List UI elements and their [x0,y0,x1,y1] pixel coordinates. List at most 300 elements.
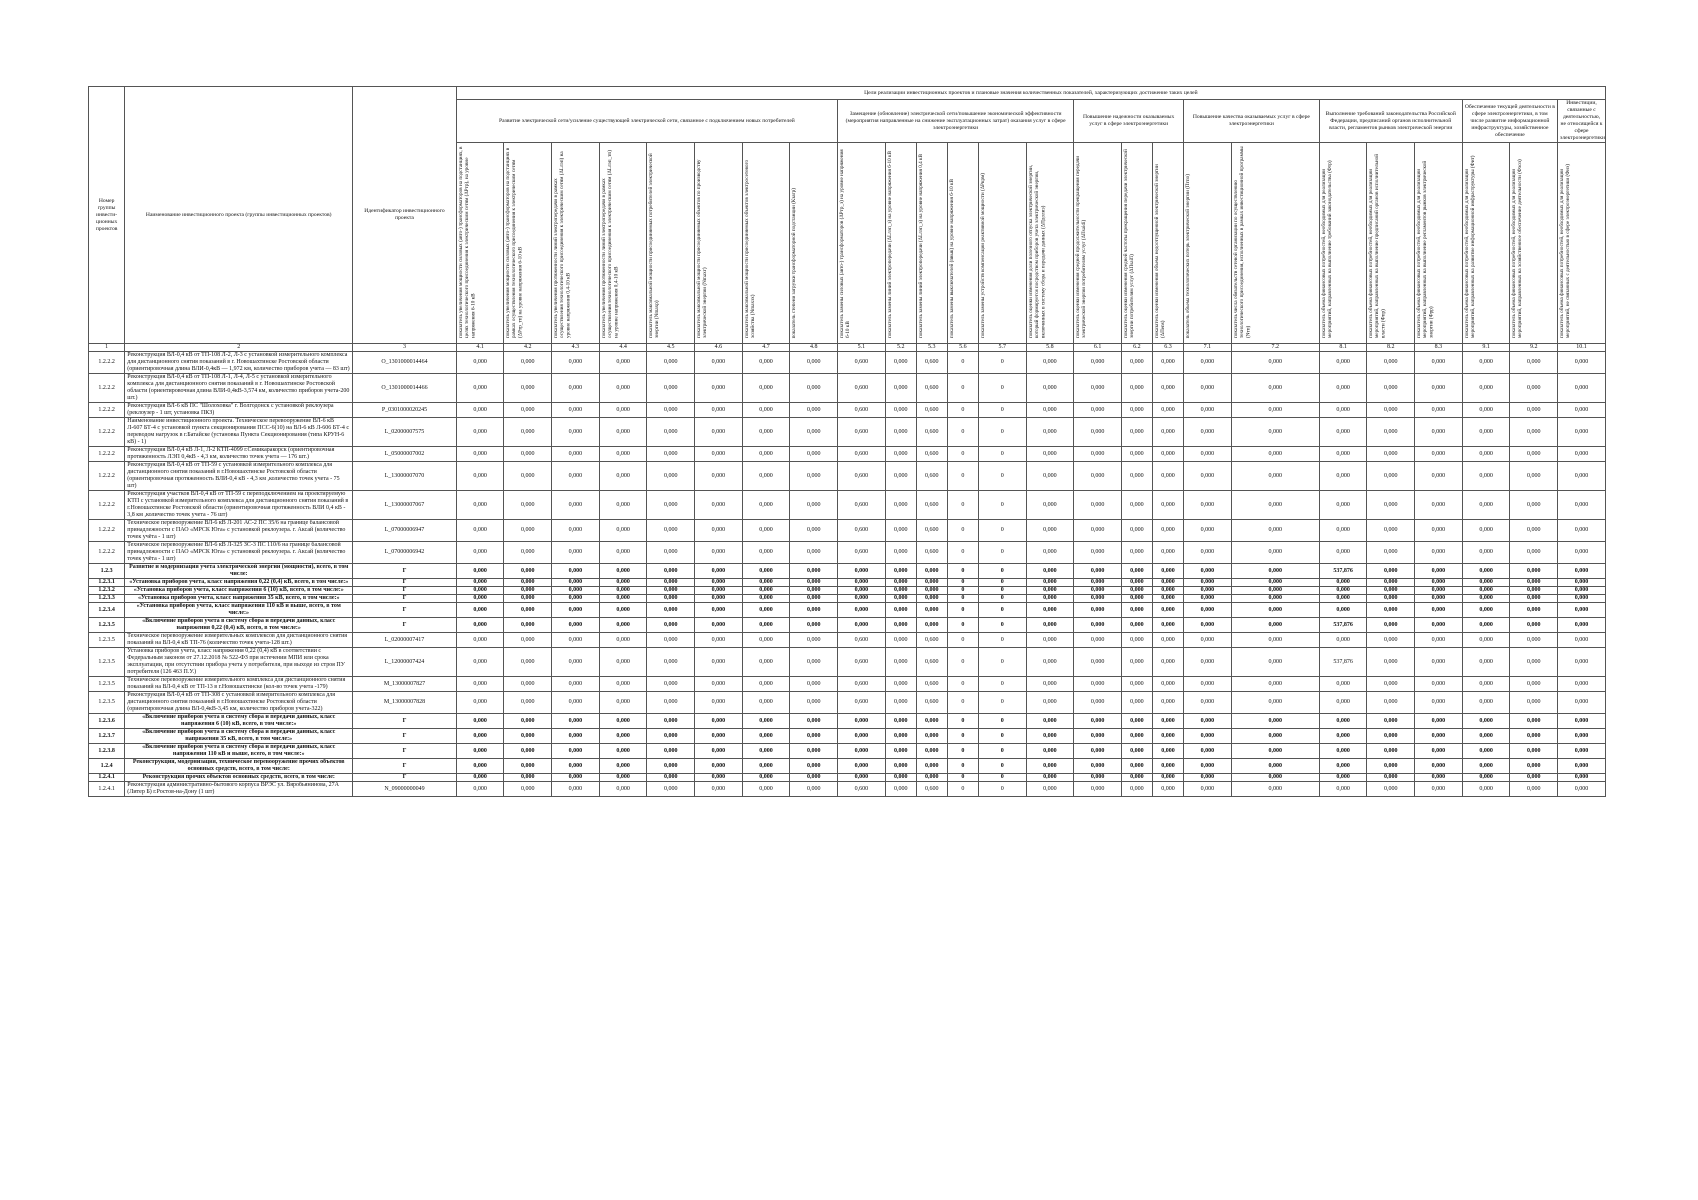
row-project-id: Г [353,744,457,759]
row-value: 0,000 [790,648,838,677]
row-value: 0,000 [1231,542,1319,564]
row-value: 0,000 [1367,542,1415,564]
row-value: 0,000 [838,714,886,729]
row-value: 0,000 [1462,374,1510,403]
row-value: 0,000 [1184,491,1232,520]
table-row [89,677,1606,692]
row-value: 0,000 [885,491,916,520]
row-group-number: 1.2.3.4 [89,603,125,618]
row-value: 0,000 [742,564,790,579]
row-value: 0,000 [599,633,647,648]
row-value: 0,000 [1462,744,1510,759]
row-value: 0,000 [695,782,743,797]
row-value: 0,000 [695,648,743,677]
row-value: 0,000 [742,782,790,797]
header-indicator-label: показатель степени загрузки трансформаторной подстанции (Кзагр) [791,187,798,338]
row-value: 0,000 [742,729,790,744]
row-value: 0,000 [504,579,552,587]
row-value: 0,000 [1367,782,1415,797]
row-value: 0,000 [1121,729,1152,744]
row-value: 0,600 [838,782,886,797]
row-value: 0,000 [456,648,504,677]
header-project-name: Наименование инвестиционного проекта (группы инвестиционных проектов) [125,87,353,344]
header-indicator [1367,143,1415,344]
row-value: 0,000 [1184,759,1232,774]
row-value: 0,000 [1184,618,1232,633]
row-value: 0 [947,564,978,579]
row-value: 0,000 [1510,374,1558,403]
row-value: 0,000 [1415,633,1463,648]
header-indicator [695,143,743,344]
row-value: 0,000 [916,714,947,729]
row-project-name: Реконструкция ВЛ-0,4 кВ от ТП-308 с установкой измерительного комплекса для дистанционного снятия показаний в г.Новошахтинске Ростовской области (ориентировочная длина ВЛ-0,4кВ-3,45 км, количество приборов учета-322) [125,692,353,714]
row-value: 0,000 [1319,520,1367,542]
row-value: 0,000 [456,618,504,633]
row-value: 0,000 [1026,677,1074,692]
row-value: 0,000 [1026,692,1074,714]
row-project-name: Техническое перевооружение ВЛ-6 кВ Л-201 АС-2 ПС 35/6 на границе балансовой принадлежности с ПАО «МРСК Юга» с установкой реклоузера. г. Аксай (количество точек учёта - 1 шт) [125,520,353,542]
row-value: 0,000 [1510,729,1558,744]
row-value: 0,000 [1152,403,1183,418]
row-project-id: L_13000007070 [353,462,457,491]
row-value: 0,000 [885,729,916,744]
row-value: 0,000 [742,633,790,648]
row-project-id: Г [353,595,457,603]
row-value: 0,000 [1319,491,1367,520]
header-indicator [742,143,790,344]
row-value: 0,600 [916,648,947,677]
row-value: 0,000 [1152,374,1183,403]
row-value: 0,000 [1121,633,1152,648]
row-value: 0,000 [1510,491,1558,520]
row-value: 0,000 [742,418,790,447]
row-value: 0 [978,462,1026,491]
row-value: 0,000 [1462,603,1510,618]
row-value: 0,000 [504,729,552,744]
row-value: 0,000 [552,564,600,579]
row-value: 0,000 [790,418,838,447]
row-project-id: L_07000006947 [353,520,457,542]
row-value: 0,000 [742,491,790,520]
row-value: 0,000 [1074,462,1122,491]
row-value: 0,000 [916,759,947,774]
row-value: 0 [947,542,978,564]
row-value: 0,000 [1510,633,1558,648]
row-value: 0,000 [599,648,647,677]
row-value: 0,000 [552,447,600,462]
row-value: 0,000 [456,447,504,462]
header-group-replacement: Замещение (обновление) электрической сети/повышение экономической эффективности (мероприятия направленные на снижение эксплуатационных затрат) оказания услуг в сфере электроэнергетики [838,100,1074,143]
row-value: 0,600 [916,491,947,520]
row-value: 0,000 [1462,579,1510,587]
table-row [89,759,1606,774]
row-value: 0,000 [647,714,695,729]
header-group-non-energy: Инвестиции, связанные с деятельностью, не относящейся к сфере электроэнергетики [1558,100,1606,143]
row-value: 0,600 [916,692,947,714]
row-value: 0,000 [1462,520,1510,542]
header-indicator-label: показатель объема технологических потерь электрической энергии (Птпо) [1185,173,1192,338]
row-value: 0,000 [1121,603,1152,618]
row-value: 0,000 [1558,759,1606,774]
row-value: 0,000 [552,603,600,618]
row-value: 0,000 [1558,618,1606,633]
row-value: 0,000 [1184,595,1232,603]
row-value: 0,000 [647,491,695,520]
row-value: 0,000 [1415,595,1463,603]
row-value: 0,000 [1415,692,1463,714]
row-value: 0,000 [504,595,552,603]
row-value: 0,000 [695,595,743,603]
row-value: 0,000 [456,714,504,729]
header-indicator [1074,143,1122,344]
row-project-name: «Установка приборов учета, класс напряжения 110 кВ и выше, всего, в том числе:» [125,603,353,618]
row-group-number: 1.2.2.2 [89,418,125,447]
row-value: 0,000 [599,618,647,633]
row-value: 0,000 [504,714,552,729]
header-group-reliability: Повышение надежности оказываемых услуг в сфере электроэнергетики [1074,100,1184,143]
row-value: 0,000 [1319,542,1367,564]
row-value: 0,000 [1074,595,1122,603]
row-value: 0,000 [504,564,552,579]
table-row [89,491,1606,520]
row-value: 0,000 [885,352,916,374]
row-value: 0,000 [1415,403,1463,418]
row-value: 0,000 [742,692,790,714]
row-value: 0,000 [1026,352,1074,374]
header-indicator [504,143,552,344]
row-value: 0,000 [1231,374,1319,403]
row-value: 0,000 [647,579,695,587]
row-value: 0,000 [1121,374,1152,403]
row-value: 0 [947,403,978,418]
row-value: 0,000 [1510,587,1558,595]
row-value: 0,000 [1074,491,1122,520]
row-value: 0,000 [1074,374,1122,403]
row-project-name: Техническое перевооружение измерительных комплексов для дистанционного снятия показаний на ВЛ-0,4 кВ ТП-76 (количество точек учета-128 шт.) [125,633,353,648]
row-value: 0 [978,418,1026,447]
table-row [89,618,1606,633]
row-value: 0,600 [838,447,886,462]
row-project-id: Г [353,603,457,618]
row-value: 0,000 [1026,491,1074,520]
row-value: 0,000 [1462,447,1510,462]
row-value: 0,000 [1510,759,1558,774]
row-value: 0,000 [456,603,504,618]
row-value: 0 [978,579,1026,587]
column-number: 8.2 [1367,344,1415,352]
row-project-id: N_09000000049 [353,782,457,797]
row-value: 0,000 [695,603,743,618]
row-value: 0,000 [1510,782,1558,797]
row-value: 0,000 [1231,633,1319,648]
row-value: 0 [978,714,1026,729]
row-value: 0,000 [1319,352,1367,374]
row-value: 0,000 [1510,462,1558,491]
row-value: 0,000 [1415,729,1463,744]
row-value: 0 [947,587,978,595]
row-project-name: Реконструкция ВЛ-6 кВ ПС "Шолоховка" г. Волгодонск с установкой реклоузера (реклоузер - 1 шт, установка ПКЗ) [125,403,353,418]
row-value: 0,000 [552,462,600,491]
row-value: 0,000 [1558,520,1606,542]
row-value: 0,000 [1415,564,1463,579]
header-indicator-label: показатель замены выключателей (nвык) на уровне напряжения 6-10 кВ [948,178,955,338]
row-value: 0,000 [1231,774,1319,782]
row-value: 0,600 [838,542,886,564]
row-project-name: «Включение приборов учета в систему сбора и передачи данных, класс напряжения 35 кВ, всего, в том числе:» [125,729,353,744]
row-value: 0,000 [1462,564,1510,579]
row-value: 0,000 [1367,603,1415,618]
row-value: 0,000 [1121,618,1152,633]
row-project-name: Реконструкция ВЛ-0,4 кВ от ТП-59 с установкой измерительного комплекса для дистанционного снятия показаний в г.Новошахтинске Ростовской области (ориентировочная протяженность ВЛИ-0,4 кВ - 4,3 км ,количество точек учета - 75 шт) [125,462,353,491]
row-value: 0,000 [1319,447,1367,462]
row-value: 0,000 [1184,677,1232,692]
row-value: 0,000 [504,403,552,418]
row-value: 0,000 [1319,403,1367,418]
row-value: 0,000 [456,595,504,603]
row-group-number: 1.2.3.7 [89,729,125,744]
row-value: 0,000 [1184,648,1232,677]
row-value: 0,000 [1510,774,1558,782]
row-project-name: Реконструкция, модернизация, техническое перевооружение прочих объектов основных средств, всего, в том числе: [125,759,353,774]
row-value: 0,600 [916,403,947,418]
table-row [89,579,1606,587]
row-value: 0,000 [504,618,552,633]
header-indicator [1231,143,1319,344]
row-value: 0,000 [1415,744,1463,759]
row-value: 0,000 [1367,418,1415,447]
row-value: 0,000 [456,579,504,587]
row-value: 0,000 [1319,462,1367,491]
row-value: 0,000 [456,744,504,759]
row-value: 0,000 [1558,447,1606,462]
row-value: 0,000 [456,633,504,648]
row-value: 0,000 [790,564,838,579]
row-value: 0,000 [916,564,947,579]
row-value: 0,000 [552,774,600,782]
row-value: 0,000 [647,374,695,403]
row-value: 0,000 [552,759,600,774]
row-value: 0,000 [1462,759,1510,774]
row-value: 0,000 [695,418,743,447]
row-value: 0,000 [1121,352,1152,374]
row-group-number: 1.2.2.2 [89,462,125,491]
row-value: 0,600 [838,491,886,520]
row-project-name: Реконструкция участков ВЛ-0,4 кВ от ТП-59 с переподключением на проектируемую КТП с установкой измерительного комплекса для дистанционного снятия показаний в г.Новошахтинске Ростовской области (ориентировочная протяженность ВЛИ 0,4 кВ - 3,8 км ,количество точек учета - 76 шт) [125,491,353,520]
row-value: 0,000 [885,603,916,618]
row-value: 0,000 [1415,587,1463,595]
column-number: 4.2 [504,344,552,352]
header-indicator [978,143,1026,344]
row-value: 0,000 [552,418,600,447]
row-value: 0,000 [1152,418,1183,447]
row-value: 0,000 [1510,403,1558,418]
row-value: 0,000 [1367,677,1415,692]
row-value: 0,000 [1462,774,1510,782]
row-value: 0,000 [1319,603,1367,618]
row-value: 0,000 [1367,618,1415,633]
row-project-name: «Включение приборов учета в систему сбора и передачи данных, класс напряжения 6 (10) кВ, всего, в том числе:» [125,714,353,729]
row-value: 0,600 [838,462,886,491]
row-value: 0,000 [599,542,647,564]
row-value: 0,000 [742,374,790,403]
row-value: 0,600 [916,352,947,374]
row-value: 0,000 [742,542,790,564]
header-indicator-label: показатель замены линий электропередачи (ΔLлэп_з) на уровне напряжения 6-10 кВ [886,150,893,338]
row-value: 0,000 [1074,677,1122,692]
row-value: 0,000 [1231,462,1319,491]
row-value: 0,000 [1026,729,1074,744]
header-indicator [1121,143,1152,344]
row-value: 537,876 [1319,618,1367,633]
row-value: 0,000 [1184,692,1232,714]
row-value: 0,000 [1184,782,1232,797]
row-value: 0,000 [1152,692,1183,714]
row-value: 0,000 [790,692,838,714]
row-value: 0,000 [1074,648,1122,677]
row-value: 0,000 [599,418,647,447]
row-value: 0,000 [1074,352,1122,374]
row-value: 0,000 [695,579,743,587]
row-value: 0,000 [504,603,552,618]
row-project-name: Техническое перевооружение измерительного комплекса для дистанционного снятия показаний на ВЛ-0,4 кВ от ТП-13 в г.Новошахтинске (кол-во точек учета -179) [125,677,353,692]
row-value: 0,000 [1415,677,1463,692]
header-indicator-label: показатель увеличения мощности силовых (авто-) трансформаторов на подстанциях, в целях технологического присоединения к электрическим сетям (ΔPтр), на уровне напряжения 6-10 кВ [457,146,477,338]
row-value: 0,600 [916,677,947,692]
row-value: 0,000 [695,587,743,595]
row-value: 0 [978,603,1026,618]
row-value: 0,000 [1152,520,1183,542]
row-value: 0,000 [599,759,647,774]
row-value: 0,000 [599,774,647,782]
row-value: 0,000 [1026,418,1074,447]
row-value: 0 [978,520,1026,542]
column-number: 10.1 [1558,344,1606,352]
row-value: 0,000 [1152,782,1183,797]
column-number: 6.2 [1121,344,1152,352]
row-value: 0,600 [916,633,947,648]
row-value: 0,000 [504,462,552,491]
row-value: 0,000 [1152,633,1183,648]
row-value: 0,000 [599,520,647,542]
row-value: 0,000 [1510,564,1558,579]
header-indicator [1184,143,1232,344]
header-indicator [552,143,600,344]
header-indicator-label: показатель оценки изменения объема недоотпущенной электрической энергии (ΔПens) [1153,164,1167,338]
row-value: 0,000 [504,782,552,797]
row-value: 0,000 [1319,677,1367,692]
row-value: 0,000 [790,491,838,520]
table-row [89,595,1606,603]
row-value: 0 [978,729,1026,744]
row-value: 0,000 [1510,692,1558,714]
row-value: 0,000 [552,729,600,744]
row-value: 0,000 [504,759,552,774]
row-value: 0,000 [1121,774,1152,782]
row-value: 0 [978,352,1026,374]
header-indicator [916,143,947,344]
header-group-development: Развитие электрической сети/усиление существующей электрической сети, связанное с подключением новых потребителей [456,100,837,143]
row-value: 0,000 [742,520,790,542]
row-value: 0,000 [1415,520,1463,542]
row-group-number: 1.2.3.1 [89,579,125,587]
row-project-name: «Установка приборов учета, класс напряжения 6 (10) кВ, всего, в том числе:» [125,587,353,595]
row-value: 0,000 [1152,677,1183,692]
row-project-id: M_13000007827 [353,677,457,692]
row-value: 0,000 [456,759,504,774]
row-value: 0,000 [552,714,600,729]
row-value: 0,000 [1231,744,1319,759]
row-value: 0,000 [885,462,916,491]
row-value: 0 [947,714,978,729]
row-value: 0,000 [1074,603,1122,618]
row-value: 0,000 [1319,774,1367,782]
header-indicator-label: показатель объема финансовых потребностей, необходимых для реализации мероприятий, направленных на развитие информационной инфраструктуры (Фит) [1463,155,1476,338]
row-value: 0,000 [1231,618,1319,633]
row-value: 0,000 [1558,595,1606,603]
row-value: 0,000 [695,618,743,633]
row-value: 0,000 [504,692,552,714]
row-value: 0,000 [742,587,790,595]
row-value: 0,000 [1026,579,1074,587]
row-value: 0,000 [1367,692,1415,714]
row-value: 0,000 [456,352,504,374]
row-value: 0,000 [1415,648,1463,677]
row-value: 0,000 [1231,403,1319,418]
row-group-number: 1.2.4.1 [89,782,125,797]
row-project-name: Наименование инвестиционного проекта. Техническое перевооружение ВЛ-6 кВ Л-607 БТ-4 с установкой пункта секционирования ПСС-6(10) на ВЛ-6 кВ Л-606 БТ-4 с переводом нагрузок в г.Батайске (установка Пункта Секционирования (типа КРУН-6 кВ) - 1) [125,418,353,447]
row-group-number: 1.2.3.3 [89,595,125,603]
row-value: 0,000 [885,714,916,729]
row-value: 0,000 [1231,447,1319,462]
row-value: 0 [947,579,978,587]
row-value: 0,000 [1074,759,1122,774]
row-value: 0,000 [1152,714,1183,729]
row-value: 0,000 [790,729,838,744]
header-indicator [1319,143,1367,344]
table-row [89,633,1606,648]
row-value: 0,000 [504,491,552,520]
row-value: 0,000 [1462,782,1510,797]
investment-indicators-document [88,86,1606,797]
row-value: 0,000 [1462,648,1510,677]
row-value: 0,000 [599,491,647,520]
column-number: 5.2 [885,344,916,352]
row-value: 0,000 [552,618,600,633]
header-indicator-label: показатель объема финансовых потребностей, необходимых для реализации мероприятий, направленных на выполнение регламентов рынков электрической энергии (Фрр) [1416,160,1435,338]
table-row [89,352,1606,374]
row-value: 0,000 [1121,648,1152,677]
row-project-name: Реконструкция административно-бытового корпуса ВРЭС ул. Вяробьянинова, 27А (Литер Б) г.Ростов-на-Дону (1 шт) [125,782,353,797]
row-value: 0,000 [1415,759,1463,774]
row-value: 0,000 [552,782,600,797]
header-indicator-label: показатель оценки изменения средней частоты прекращения передачи электрической энергии потребителям услуг (ΔПsaifi) [1122,149,1136,338]
row-value: 0,000 [1462,462,1510,491]
row-group-number: 1.2.3.5 [89,692,125,714]
header-indicator-label: показатель объема финансовых потребностей, необходимых для реализации мероприятий, направленных на выполнение предписаний органов исполнительной власти (Фпр) [1368,153,1387,338]
row-value: 0,000 [1367,564,1415,579]
row-value: 0,000 [1074,403,1122,418]
row-value: 0,000 [456,692,504,714]
row-value: 0,000 [1121,759,1152,774]
row-value: 0,000 [1152,744,1183,759]
row-value: 0,000 [647,403,695,418]
table-row [89,374,1606,403]
row-value: 0 [947,729,978,744]
table-row [89,447,1606,462]
row-value: 0,000 [1231,692,1319,714]
row-value: 0,000 [1415,352,1463,374]
row-value: 0,000 [838,564,886,579]
